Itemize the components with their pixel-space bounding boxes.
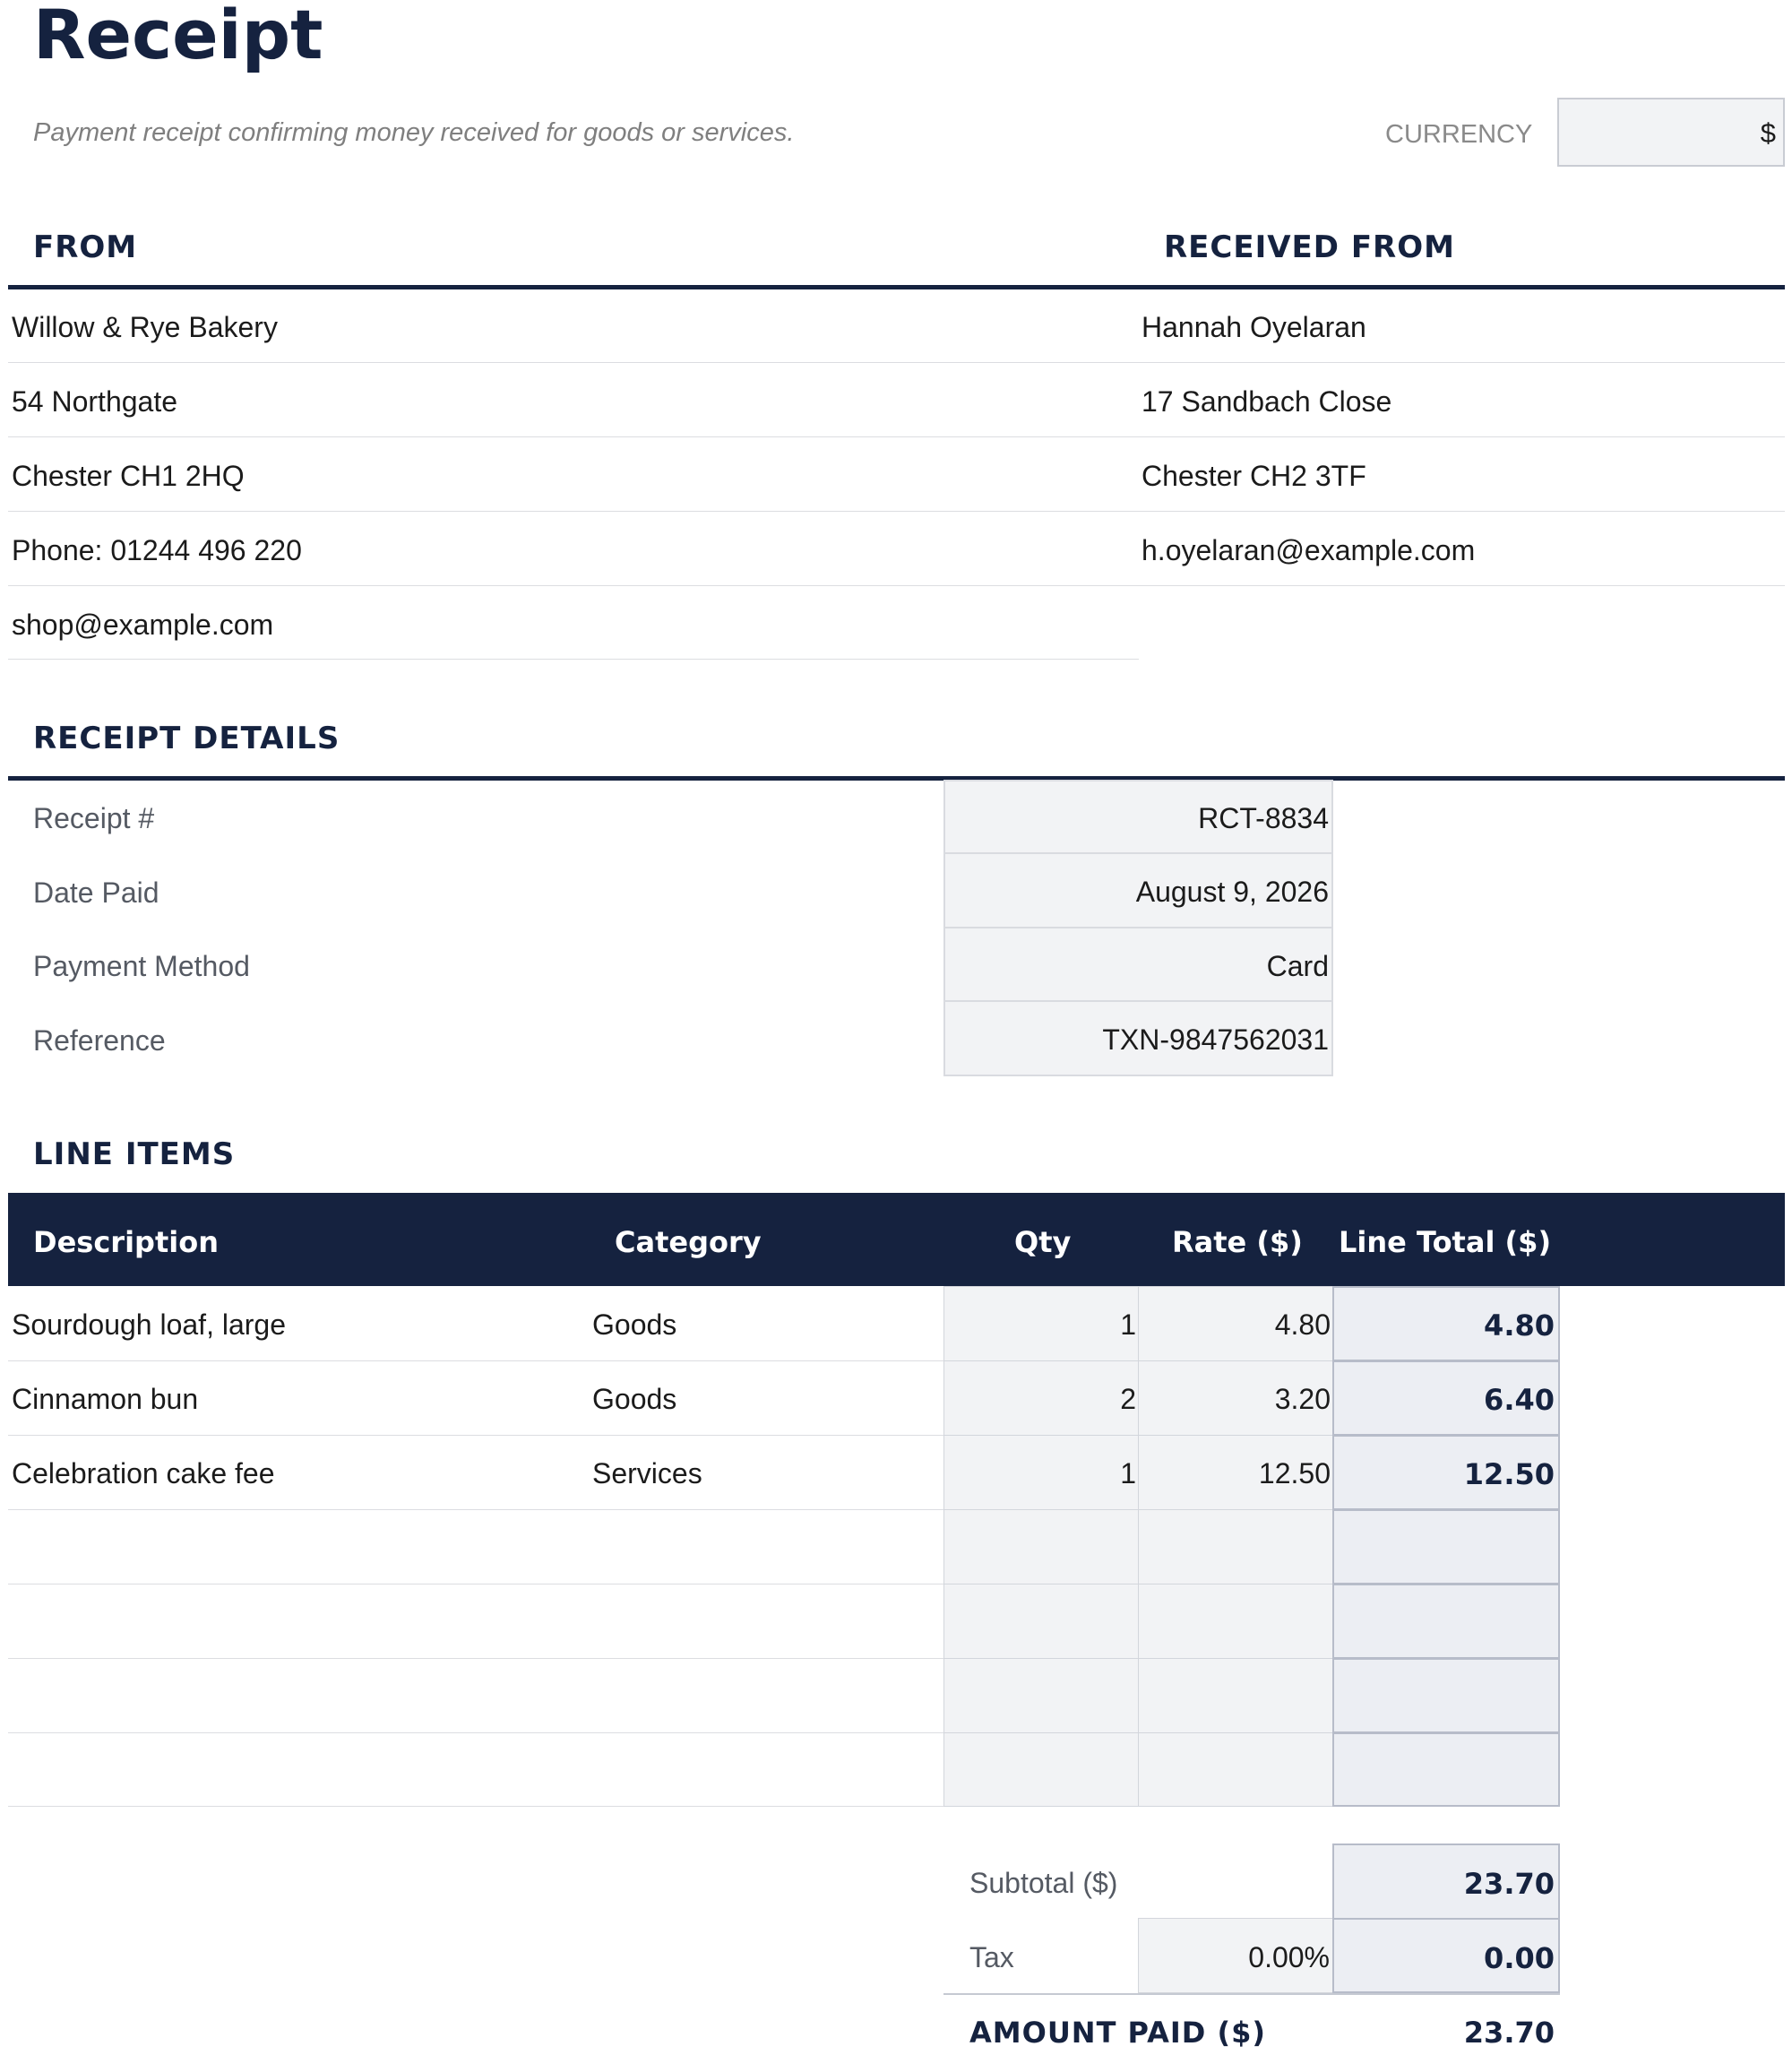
item-description: Celebration cake fee: [12, 1457, 275, 1489]
row-divider: [8, 1509, 943, 1510]
row-divider: [8, 1435, 943, 1436]
item-qty: 1: [1120, 1308, 1136, 1341]
line-total-cell: [1332, 1584, 1560, 1659]
row-divider: [8, 1732, 943, 1733]
from-heading: FROM: [33, 229, 138, 265]
item-description: Cinnamon bun: [12, 1383, 199, 1415]
currency-input[interactable]: $: [1557, 98, 1785, 167]
detail-label-receipt: Receipt #: [33, 802, 155, 834]
amount-paid-value: 23.70: [1463, 2016, 1555, 2050]
column-header-qty: Qty: [1014, 1225, 1072, 1259]
item-qty: 1: [1120, 1457, 1136, 1489]
from-line-4: Phone: 01244 496 220: [12, 534, 302, 566]
line-items-heading: LINE ITEMS: [33, 1136, 236, 1172]
received-from-heading: RECEIVED FROM: [1164, 229, 1455, 265]
row-divider: [8, 1806, 943, 1807]
column-header-description: Description: [33, 1225, 219, 1259]
from-line-2: 54 Northgate: [12, 385, 178, 418]
totals-rule: [943, 1993, 1560, 1995]
subtotal-label: Subtotal ($): [969, 1867, 1118, 1899]
rate-cell[interactable]: [1138, 1509, 1333, 1584]
tax-label: Tax: [969, 1941, 1014, 1973]
row-divider: [8, 511, 1785, 512]
line-total-cell: [1332, 1509, 1560, 1584]
column-header-line-total: Line Total ($): [1339, 1225, 1552, 1259]
item-category: Services: [592, 1457, 702, 1489]
from-line-1: Willow & Rye Bakery: [12, 311, 278, 343]
item-line-total: 4.80: [1484, 1308, 1555, 1343]
line-total-cell: [1332, 1732, 1560, 1807]
received-line-1: Hannah Oyelaran: [1142, 311, 1366, 343]
details-rule: [8, 776, 1785, 781]
received-line-4: h.oyelaran@example.com: [1142, 534, 1476, 566]
page-subtitle: Payment receipt confirming money received for goods or services.: [33, 118, 795, 147]
tax-value: 0.00: [1484, 1941, 1555, 1975]
detail-label-date: Date Paid: [33, 876, 159, 909]
subtotal-value: 23.70: [1463, 1867, 1555, 1901]
receipt-number-field[interactable]: RCT-8834: [943, 780, 1333, 854]
item-line-total: 6.40: [1484, 1383, 1555, 1417]
item-qty: 2: [1120, 1383, 1136, 1415]
payment-method-field[interactable]: Card: [943, 927, 1333, 1002]
item-line-total: 12.50: [1463, 1457, 1555, 1491]
item-rate: 12.50: [1258, 1457, 1331, 1489]
row-divider: [8, 1360, 943, 1361]
item-description: Sourdough loaf, large: [12, 1308, 286, 1341]
rate-cell[interactable]: [1138, 1658, 1333, 1733]
row-divider: [8, 585, 1785, 586]
rate-cell[interactable]: [1138, 1732, 1333, 1807]
page-title: Receipt: [33, 0, 323, 74]
from-line-5: shop@example.com: [12, 609, 274, 641]
column-header-rate: Rate ($): [1172, 1225, 1303, 1259]
rate-cell[interactable]: [1138, 1584, 1333, 1659]
row-divider: [8, 1658, 943, 1659]
item-rate: 3.20: [1274, 1383, 1331, 1415]
item-rate: 4.80: [1274, 1308, 1331, 1341]
row-divider: [8, 362, 1785, 363]
item-category: Goods: [592, 1308, 677, 1341]
currency-label: CURRENCY: [1385, 120, 1533, 149]
column-header-category: Category: [615, 1225, 762, 1259]
details-heading: RECEIPT DETAILS: [33, 721, 340, 756]
from-line-3: Chester CH1 2HQ: [12, 460, 245, 492]
qty-cell[interactable]: [943, 1584, 1139, 1659]
tax-rate-value[interactable]: 0.00%: [1248, 1941, 1330, 1973]
qty-cell[interactable]: [943, 1732, 1139, 1807]
item-category: Goods: [592, 1383, 677, 1415]
qty-cell[interactable]: [943, 1658, 1139, 1733]
detail-label-method: Payment Method: [33, 950, 250, 982]
row-divider: [8, 436, 1785, 437]
amount-paid-label: AMOUNT PAID ($): [969, 2016, 1266, 2050]
line-total-cell: [1332, 1658, 1560, 1733]
detail-label-reference: Reference: [33, 1024, 166, 1057]
received-line-3: Chester CH2 3TF: [1142, 460, 1366, 492]
qty-cell[interactable]: [943, 1509, 1139, 1584]
row-divider: [8, 659, 1139, 660]
reference-field[interactable]: TXN-9847562031: [943, 1000, 1333, 1076]
party-rule: [8, 285, 1785, 289]
date-paid-field[interactable]: August 9, 2026: [943, 852, 1333, 928]
received-line-2: 17 Sandbach Close: [1142, 385, 1392, 418]
